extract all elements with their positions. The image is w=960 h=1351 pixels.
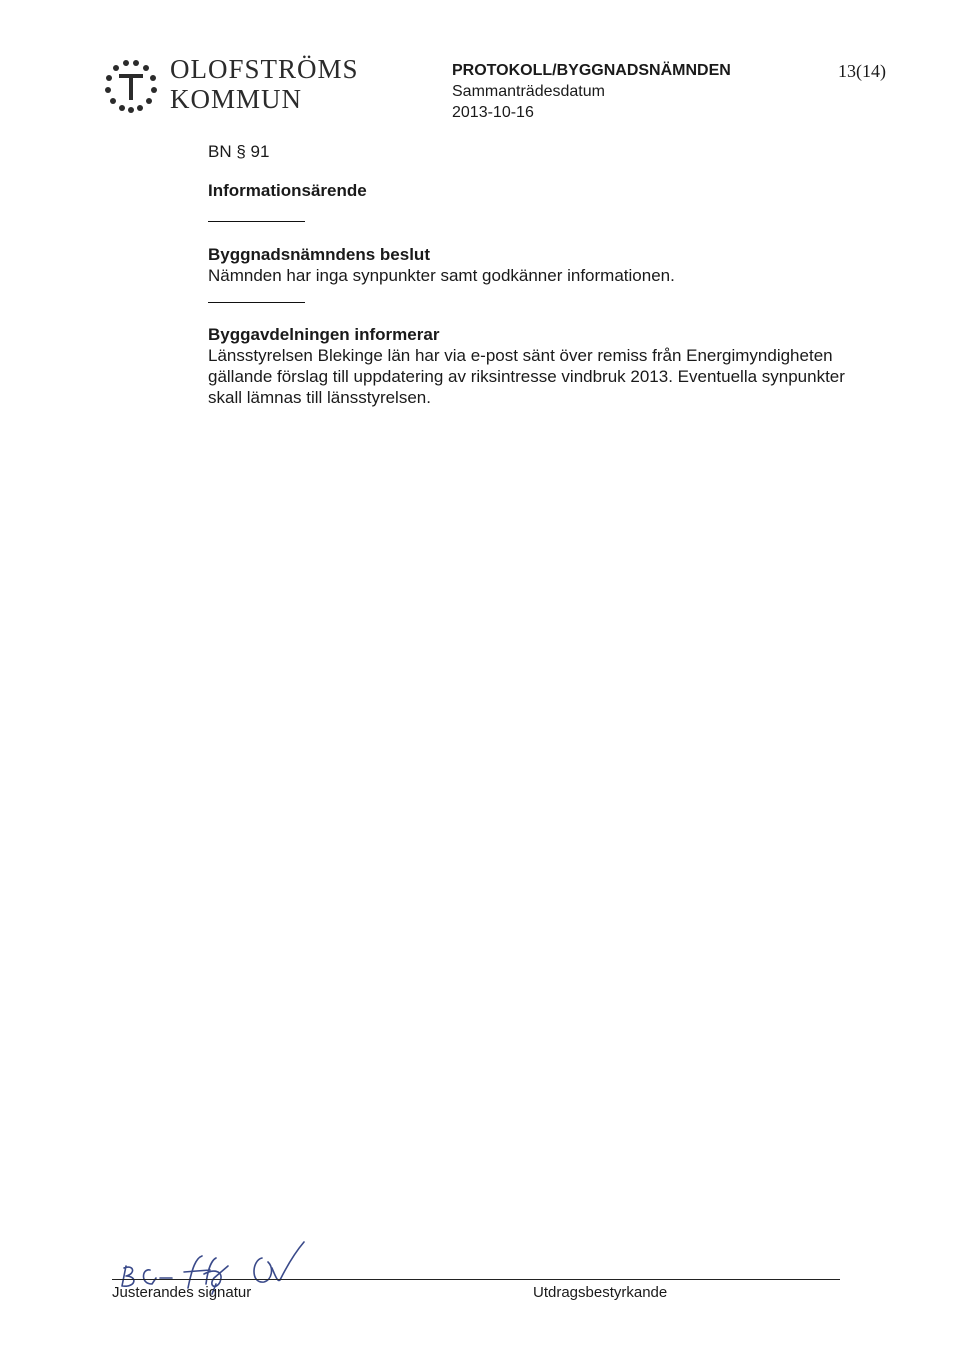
page-number: 13(14) <box>838 61 886 81</box>
logo-wordmark <box>170 54 359 114</box>
date-value: 2013-10-16 <box>452 104 534 121</box>
logo-line-2: KOMMUN <box>170 84 303 114</box>
divider-2 <box>208 302 305 303</box>
information-block <box>208 324 878 408</box>
decision-text: Nämnden har inga synpunkter samt godkänner informationen. <box>208 266 675 285</box>
extract-label: Utdragsbestyrkande <box>533 1284 668 1301</box>
section-title: Informationsärende <box>208 181 367 200</box>
divider-1 <box>208 221 305 222</box>
protocol-title: PROTOKOLL/BYGGNADSNÄMNDEN <box>452 62 731 79</box>
logo-emblem-icon <box>100 58 162 114</box>
municipality-logo <box>100 54 370 120</box>
decision-heading: Byggnadsnämndens beslut <box>208 245 430 264</box>
logo-line-1: OLOFSTRÖMS <box>170 54 359 84</box>
information-heading: Byggavdelningen informerar <box>208 325 440 344</box>
date-label: Sammanträdesdatum <box>452 83 605 100</box>
decision-block <box>208 244 888 286</box>
protocol-header <box>452 60 731 123</box>
signature-line <box>112 1279 840 1280</box>
signature-label: Justerandes signatur <box>112 1284 252 1301</box>
paragraph-reference: BN § 91 <box>208 142 270 161</box>
information-text: Länsstyrelsen Blekinge län har via e-post sänt över remiss från Energimyndigheten gällande förslag till uppdatering av riksintresse vindbruk 2013. Eventuella synpunkter skall lämnas till länsstyrelsen. <box>208 346 845 407</box>
